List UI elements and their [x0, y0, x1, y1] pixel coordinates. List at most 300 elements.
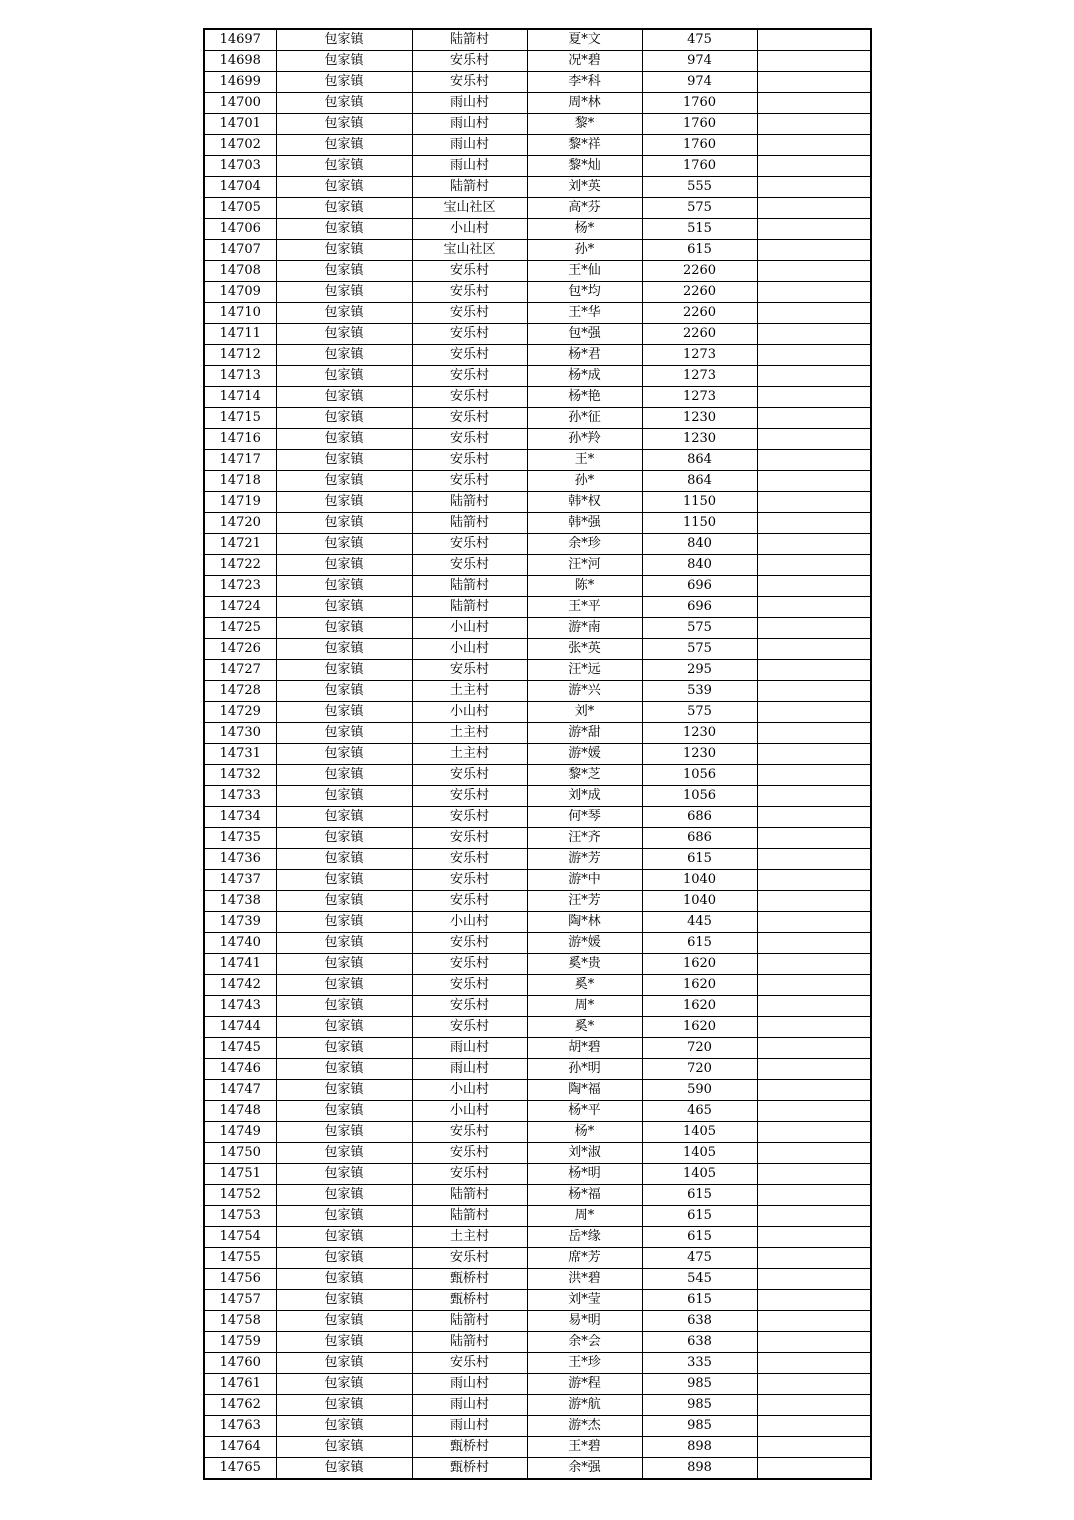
person-name-cell: 孙*羚 [527, 429, 642, 450]
row-number-cell: 14751 [204, 1164, 276, 1185]
town-cell: 包家镇 [276, 1122, 412, 1143]
person-name-cell: 杨*平 [527, 1101, 642, 1122]
remark-cell [757, 1101, 871, 1122]
remark-cell [757, 702, 871, 723]
row-number-cell: 14728 [204, 681, 276, 702]
amount-cell: 720 [642, 1059, 757, 1080]
village-cell: 甄桥村 [412, 1458, 527, 1480]
person-name-cell: 李*科 [527, 72, 642, 93]
row-number-cell: 14720 [204, 513, 276, 534]
town-cell: 包家镇 [276, 828, 412, 849]
town-cell: 包家镇 [276, 135, 412, 156]
town-cell: 包家镇 [276, 303, 412, 324]
table-row [204, 1101, 871, 1122]
village-cell: 安乐村 [412, 996, 527, 1017]
table-row [204, 555, 871, 576]
remark-cell [757, 555, 871, 576]
table-body [204, 29, 871, 1479]
town-cell: 包家镇 [276, 408, 412, 429]
town-cell: 包家镇 [276, 933, 412, 954]
town-cell: 包家镇 [276, 240, 412, 261]
person-name-cell: 汪*芳 [527, 891, 642, 912]
town-cell: 包家镇 [276, 1227, 412, 1248]
remark-cell [757, 1059, 871, 1080]
amount-cell: 1760 [642, 114, 757, 135]
amount-cell: 638 [642, 1332, 757, 1353]
remark-cell [757, 324, 871, 345]
town-cell: 包家镇 [276, 114, 412, 135]
remark-cell [757, 1458, 871, 1480]
person-name-cell: 陈* [527, 576, 642, 597]
amount-cell: 335 [642, 1353, 757, 1374]
remark-cell [757, 765, 871, 786]
person-name-cell: 易*明 [527, 1311, 642, 1332]
row-number-cell: 14738 [204, 891, 276, 912]
person-name-cell: 王*平 [527, 597, 642, 618]
town-cell: 包家镇 [276, 51, 412, 72]
person-name-cell: 王* [527, 450, 642, 471]
town-cell: 包家镇 [276, 1017, 412, 1038]
table-row [204, 1353, 871, 1374]
amount-cell: 2260 [642, 303, 757, 324]
row-number-cell: 14753 [204, 1206, 276, 1227]
village-cell: 陆箭村 [412, 513, 527, 534]
village-cell: 小山村 [412, 912, 527, 933]
remark-cell [757, 198, 871, 219]
town-cell: 包家镇 [276, 849, 412, 870]
table-row [204, 324, 871, 345]
remark-cell [757, 1164, 871, 1185]
town-cell: 包家镇 [276, 1080, 412, 1101]
table-row [204, 261, 871, 282]
village-cell: 安乐村 [412, 555, 527, 576]
amount-cell: 985 [642, 1416, 757, 1437]
row-number-cell: 14726 [204, 639, 276, 660]
town-cell: 包家镇 [276, 450, 412, 471]
remark-cell [757, 135, 871, 156]
remark-cell [757, 996, 871, 1017]
amount-cell: 1230 [642, 744, 757, 765]
person-name-cell: 游*南 [527, 618, 642, 639]
table-row [204, 1164, 871, 1185]
amount-cell: 515 [642, 219, 757, 240]
table-row [204, 618, 871, 639]
remark-cell [757, 29, 871, 51]
remark-cell [757, 1332, 871, 1353]
town-cell: 包家镇 [276, 807, 412, 828]
row-number-cell: 14765 [204, 1458, 276, 1480]
table-row [204, 765, 871, 786]
village-cell: 安乐村 [412, 534, 527, 555]
amount-cell: 985 [642, 1374, 757, 1395]
person-name-cell: 韩*强 [527, 513, 642, 534]
row-number-cell: 14715 [204, 408, 276, 429]
remark-cell [757, 1248, 871, 1269]
row-number-cell: 14735 [204, 828, 276, 849]
amount-cell: 1230 [642, 429, 757, 450]
amount-cell: 590 [642, 1080, 757, 1101]
remark-cell [757, 366, 871, 387]
town-cell: 包家镇 [276, 324, 412, 345]
person-name-cell: 孙* [527, 240, 642, 261]
amount-cell: 539 [642, 681, 757, 702]
person-name-cell: 杨*君 [527, 345, 642, 366]
person-name-cell: 游*媛 [527, 744, 642, 765]
row-number-cell: 14698 [204, 51, 276, 72]
row-number-cell: 14700 [204, 93, 276, 114]
town-cell: 包家镇 [276, 891, 412, 912]
person-name-cell: 汪*河 [527, 555, 642, 576]
amount-cell: 475 [642, 1248, 757, 1269]
table-row [204, 534, 871, 555]
person-name-cell: 游*航 [527, 1395, 642, 1416]
row-number-cell: 14755 [204, 1248, 276, 1269]
amount-cell: 615 [642, 1185, 757, 1206]
town-cell: 包家镇 [276, 1416, 412, 1437]
row-number-cell: 14752 [204, 1185, 276, 1206]
amount-cell: 575 [642, 639, 757, 660]
row-number-cell: 14742 [204, 975, 276, 996]
person-name-cell: 杨* [527, 219, 642, 240]
person-name-cell: 刘*英 [527, 177, 642, 198]
row-number-cell: 14762 [204, 1395, 276, 1416]
village-cell: 雨山村 [412, 156, 527, 177]
amount-cell: 1620 [642, 1017, 757, 1038]
town-cell: 包家镇 [276, 975, 412, 996]
town-cell: 包家镇 [276, 513, 412, 534]
amount-cell: 686 [642, 807, 757, 828]
village-cell: 安乐村 [412, 1122, 527, 1143]
town-cell: 包家镇 [276, 29, 412, 51]
row-number-cell: 14711 [204, 324, 276, 345]
amount-cell: 615 [642, 240, 757, 261]
remark-cell [757, 975, 871, 996]
amount-cell: 1150 [642, 492, 757, 513]
village-cell: 雨山村 [412, 1038, 527, 1059]
town-cell: 包家镇 [276, 1395, 412, 1416]
amount-cell: 1230 [642, 723, 757, 744]
amount-cell: 864 [642, 471, 757, 492]
remark-cell [757, 450, 871, 471]
data-table [203, 28, 872, 1480]
remark-cell [757, 534, 871, 555]
remark-cell [757, 723, 871, 744]
town-cell: 包家镇 [276, 765, 412, 786]
village-cell: 安乐村 [412, 1143, 527, 1164]
town-cell: 包家镇 [276, 471, 412, 492]
amount-cell: 1760 [642, 135, 757, 156]
table-row [204, 29, 871, 51]
village-cell: 安乐村 [412, 849, 527, 870]
table-row [204, 891, 871, 912]
village-cell: 安乐村 [412, 786, 527, 807]
town-cell: 包家镇 [276, 660, 412, 681]
table-row [204, 702, 871, 723]
row-number-cell: 14702 [204, 135, 276, 156]
person-name-cell: 王*碧 [527, 1437, 642, 1458]
table-row [204, 849, 871, 870]
amount-cell: 2260 [642, 324, 757, 345]
row-number-cell: 14748 [204, 1101, 276, 1122]
table-row [204, 1122, 871, 1143]
row-number-cell: 14725 [204, 618, 276, 639]
amount-cell: 1150 [642, 513, 757, 534]
table-row [204, 1185, 871, 1206]
table-row [204, 807, 871, 828]
row-number-cell: 14759 [204, 1332, 276, 1353]
village-cell: 雨山村 [412, 1374, 527, 1395]
person-name-cell: 张*英 [527, 639, 642, 660]
row-number-cell: 14712 [204, 345, 276, 366]
row-number-cell: 14714 [204, 387, 276, 408]
town-cell: 包家镇 [276, 639, 412, 660]
amount-cell: 575 [642, 702, 757, 723]
town-cell: 包家镇 [276, 618, 412, 639]
village-cell: 安乐村 [412, 765, 527, 786]
table-row [204, 954, 871, 975]
table-row [204, 1332, 871, 1353]
town-cell: 包家镇 [276, 1206, 412, 1227]
remark-cell [757, 51, 871, 72]
village-cell: 安乐村 [412, 933, 527, 954]
person-name-cell: 洪*碧 [527, 1269, 642, 1290]
village-cell: 甄桥村 [412, 1290, 527, 1311]
remark-cell [757, 513, 871, 534]
row-number-cell: 14757 [204, 1290, 276, 1311]
village-cell: 安乐村 [412, 408, 527, 429]
remark-cell [757, 72, 871, 93]
remark-cell [757, 1017, 871, 1038]
town-cell: 包家镇 [276, 1164, 412, 1185]
village-cell: 土主村 [412, 723, 527, 744]
remark-cell [757, 828, 871, 849]
remark-cell [757, 1395, 871, 1416]
village-cell: 小山村 [412, 1101, 527, 1122]
village-cell: 雨山村 [412, 114, 527, 135]
row-number-cell: 14701 [204, 114, 276, 135]
remark-cell [757, 282, 871, 303]
amount-cell: 1620 [642, 996, 757, 1017]
town-cell: 包家镇 [276, 345, 412, 366]
table-row [204, 492, 871, 513]
amount-cell: 864 [642, 450, 757, 471]
remark-cell [757, 1416, 871, 1437]
person-name-cell: 包*强 [527, 324, 642, 345]
remark-cell [757, 807, 871, 828]
amount-cell: 1760 [642, 93, 757, 114]
table-row [204, 240, 871, 261]
village-cell: 土主村 [412, 681, 527, 702]
table-row [204, 1038, 871, 1059]
remark-cell [757, 1353, 871, 1374]
table-row [204, 282, 871, 303]
person-name-cell: 夏*文 [527, 29, 642, 51]
remark-cell [757, 618, 871, 639]
village-cell: 小山村 [412, 702, 527, 723]
person-name-cell: 游*芳 [527, 849, 642, 870]
village-cell: 陆箭村 [412, 29, 527, 51]
village-cell: 安乐村 [412, 807, 527, 828]
remark-cell [757, 1143, 871, 1164]
village-cell: 安乐村 [412, 828, 527, 849]
row-number-cell: 14744 [204, 1017, 276, 1038]
person-name-cell: 游*杰 [527, 1416, 642, 1437]
town-cell: 包家镇 [276, 996, 412, 1017]
remark-cell [757, 912, 871, 933]
remark-cell [757, 345, 871, 366]
amount-cell: 465 [642, 1101, 757, 1122]
amount-cell: 840 [642, 534, 757, 555]
amount-cell: 638 [642, 1311, 757, 1332]
amount-cell: 1620 [642, 954, 757, 975]
village-cell: 陆箭村 [412, 1332, 527, 1353]
remark-cell [757, 240, 871, 261]
remark-cell [757, 744, 871, 765]
village-cell: 雨山村 [412, 135, 527, 156]
person-name-cell: 余*会 [527, 1332, 642, 1353]
person-name-cell: 奚* [527, 1017, 642, 1038]
table-row [204, 576, 871, 597]
amount-cell: 974 [642, 51, 757, 72]
village-cell: 土主村 [412, 744, 527, 765]
village-cell: 雨山村 [412, 1416, 527, 1437]
table-row [204, 135, 871, 156]
town-cell: 包家镇 [276, 597, 412, 618]
table-row [204, 1080, 871, 1101]
village-cell: 陆箭村 [412, 1206, 527, 1227]
person-name-cell: 孙*明 [527, 1059, 642, 1080]
table-row [204, 786, 871, 807]
town-cell: 包家镇 [276, 744, 412, 765]
row-number-cell: 14745 [204, 1038, 276, 1059]
village-cell: 安乐村 [412, 282, 527, 303]
remark-cell [757, 954, 871, 975]
amount-cell: 555 [642, 177, 757, 198]
remark-cell [757, 681, 871, 702]
row-number-cell: 14732 [204, 765, 276, 786]
amount-cell: 575 [642, 198, 757, 219]
amount-cell: 615 [642, 933, 757, 954]
village-cell: 安乐村 [412, 450, 527, 471]
table-row [204, 1290, 871, 1311]
person-name-cell: 韩*权 [527, 492, 642, 513]
table-row [204, 1227, 871, 1248]
person-name-cell: 黎*芝 [527, 765, 642, 786]
row-number-cell: 14699 [204, 72, 276, 93]
village-cell: 安乐村 [412, 72, 527, 93]
row-number-cell: 14731 [204, 744, 276, 765]
row-number-cell: 14710 [204, 303, 276, 324]
table-row [204, 1416, 871, 1437]
person-name-cell: 杨*成 [527, 366, 642, 387]
row-number-cell: 14730 [204, 723, 276, 744]
amount-cell: 898 [642, 1437, 757, 1458]
town-cell: 包家镇 [276, 1101, 412, 1122]
person-name-cell: 周* [527, 996, 642, 1017]
remark-cell [757, 891, 871, 912]
remark-cell [757, 429, 871, 450]
person-name-cell: 汪*远 [527, 660, 642, 681]
person-name-cell: 陶*福 [527, 1080, 642, 1101]
table-row [204, 471, 871, 492]
table-row [204, 513, 871, 534]
person-name-cell: 游*媛 [527, 933, 642, 954]
table-row [204, 723, 871, 744]
person-name-cell: 黎* [527, 114, 642, 135]
table-row [204, 51, 871, 72]
person-name-cell: 奚* [527, 975, 642, 996]
row-number-cell: 14727 [204, 660, 276, 681]
table-row [204, 1248, 871, 1269]
row-number-cell: 14749 [204, 1122, 276, 1143]
town-cell: 包家镇 [276, 1374, 412, 1395]
table-row [204, 1269, 871, 1290]
amount-cell: 974 [642, 72, 757, 93]
table-row [204, 1059, 871, 1080]
remark-cell [757, 387, 871, 408]
person-name-cell: 胡*碧 [527, 1038, 642, 1059]
row-number-cell: 14723 [204, 576, 276, 597]
amount-cell: 295 [642, 660, 757, 681]
amount-cell: 575 [642, 618, 757, 639]
person-name-cell: 高*芬 [527, 198, 642, 219]
remark-cell [757, 1038, 871, 1059]
table-row [204, 639, 871, 660]
table-row [204, 975, 871, 996]
village-cell: 安乐村 [412, 954, 527, 975]
row-number-cell: 14733 [204, 786, 276, 807]
amount-cell: 1620 [642, 975, 757, 996]
town-cell: 包家镇 [276, 702, 412, 723]
person-name-cell: 陶*林 [527, 912, 642, 933]
remark-cell [757, 660, 871, 681]
table-row [204, 156, 871, 177]
person-name-cell: 岳*缘 [527, 1227, 642, 1248]
person-name-cell: 杨* [527, 1122, 642, 1143]
person-name-cell: 游*程 [527, 1374, 642, 1395]
person-name-cell: 刘*莹 [527, 1290, 642, 1311]
amount-cell: 615 [642, 1290, 757, 1311]
person-name-cell: 刘* [527, 702, 642, 723]
amount-cell: 696 [642, 597, 757, 618]
town-cell: 包家镇 [276, 576, 412, 597]
village-cell: 安乐村 [412, 303, 527, 324]
village-cell: 安乐村 [412, 975, 527, 996]
town-cell: 包家镇 [276, 72, 412, 93]
amount-cell: 1056 [642, 765, 757, 786]
remark-cell [757, 1122, 871, 1143]
remark-cell [757, 1374, 871, 1395]
row-number-cell: 14750 [204, 1143, 276, 1164]
village-cell: 安乐村 [412, 1017, 527, 1038]
row-number-cell: 14724 [204, 597, 276, 618]
amount-cell: 1273 [642, 345, 757, 366]
remark-cell [757, 1290, 871, 1311]
town-cell: 包家镇 [276, 1332, 412, 1353]
table-row [204, 72, 871, 93]
table-row [204, 660, 871, 681]
row-number-cell: 14705 [204, 198, 276, 219]
town-cell: 包家镇 [276, 681, 412, 702]
village-cell: 安乐村 [412, 1248, 527, 1269]
row-number-cell: 14739 [204, 912, 276, 933]
amount-cell: 1040 [642, 891, 757, 912]
table-row [204, 1311, 871, 1332]
town-cell: 包家镇 [276, 177, 412, 198]
row-number-cell: 14743 [204, 996, 276, 1017]
town-cell: 包家镇 [276, 387, 412, 408]
person-name-cell: 黎*祥 [527, 135, 642, 156]
